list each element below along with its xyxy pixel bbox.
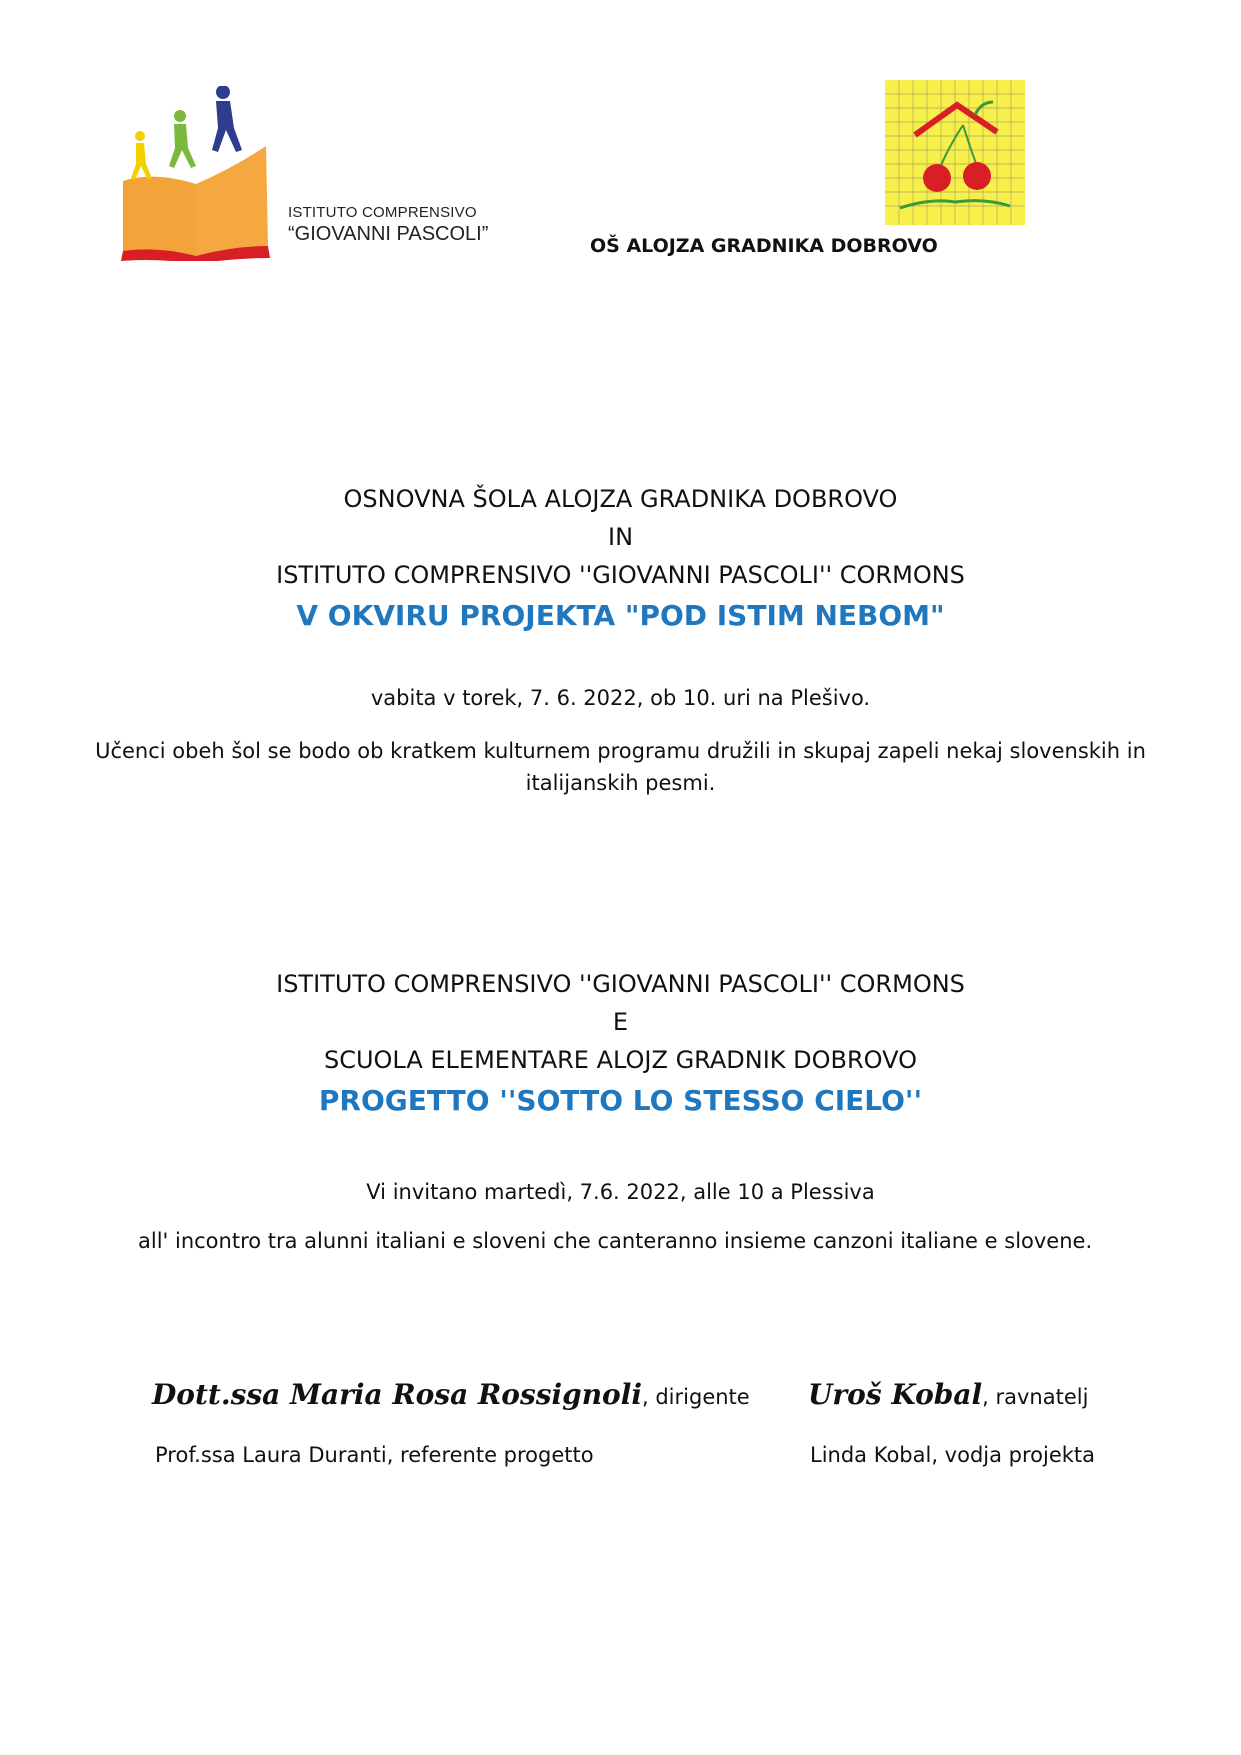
right-signature-name: Uroš Kobal (808, 1378, 983, 1411)
dobrovo-logo-caption: OŠ ALOJZA GRADNIKA DOBROVO (590, 235, 938, 257)
slovene-line3: ISTITUTO COMPRENSIVO ''GIOVANNI PASCOLI'' CORMONS (276, 561, 965, 589)
pascoli-logo-text (288, 204, 488, 246)
left-signature (152, 1378, 750, 1411)
slovene-invite: vabita v torek, 7. 6. 2022, ob 10. uri na Plešivo. (370, 686, 871, 710)
italian-body: all' incontro tra alunni italiani e sloveni che canteranno insieme canzoni italiane e slovene. (138, 1229, 1093, 1253)
pascoli-school-logo (118, 86, 278, 261)
slovene-header (0, 480, 1241, 638)
slovene-project-title: V OKVIRU PROJEKTA "POD ISTIM NEBOM" (296, 599, 945, 632)
left-signature-name: Dott.ssa Maria Rosa Rossignoli (152, 1378, 642, 1411)
right-signature-role: , ravnatelj (982, 1385, 1089, 1409)
dobrovo-cherry-logo (885, 80, 1025, 225)
slovene-line2: IN (607, 523, 634, 551)
italian-line2: E (612, 1008, 629, 1036)
pascoli-logo-line2: “GIOVANNI PASCOLI” (288, 223, 489, 245)
italian-project-title: PROGETTO ''SOTTO LO STESSO CIELO'' (318, 1084, 923, 1117)
left-signature-role: , dirigente (642, 1385, 750, 1409)
right-referent: Linda Kobal, vodja projekta (810, 1443, 1096, 1467)
left-referent: Prof.ssa Laura Duranti, referente progetto (155, 1443, 594, 1467)
slovene-body-line1: Učenci obeh šol se bodo ob kratkem kulturnem programu družili in skupaj zapeli nekaj slovenskih in (95, 739, 1146, 763)
italian-invite: Vi invitano martedì, 7.6. 2022, alle 10 a Plessiva (366, 1180, 875, 1204)
italian-line1: ISTITUTO COMPRENSIVO ''GIOVANNI PASCOLI'' CORMONS (276, 970, 965, 998)
right-signature (808, 1378, 1088, 1411)
slovene-line1: OSNOVNA ŠOLA ALOJZA GRADNIKA DOBROVO (343, 485, 898, 513)
italian-header (0, 965, 1241, 1123)
slovene-body-line2: italijanskih pesmi. (525, 771, 716, 795)
pascoli-logo-line1: ISTITUTO COMPRENSIVO (288, 204, 477, 221)
slovene-body (0, 735, 1241, 799)
italian-line3: SCUOLA ELEMENTARE ALOJZ GRADNIK DOBROVO (323, 1046, 918, 1074)
